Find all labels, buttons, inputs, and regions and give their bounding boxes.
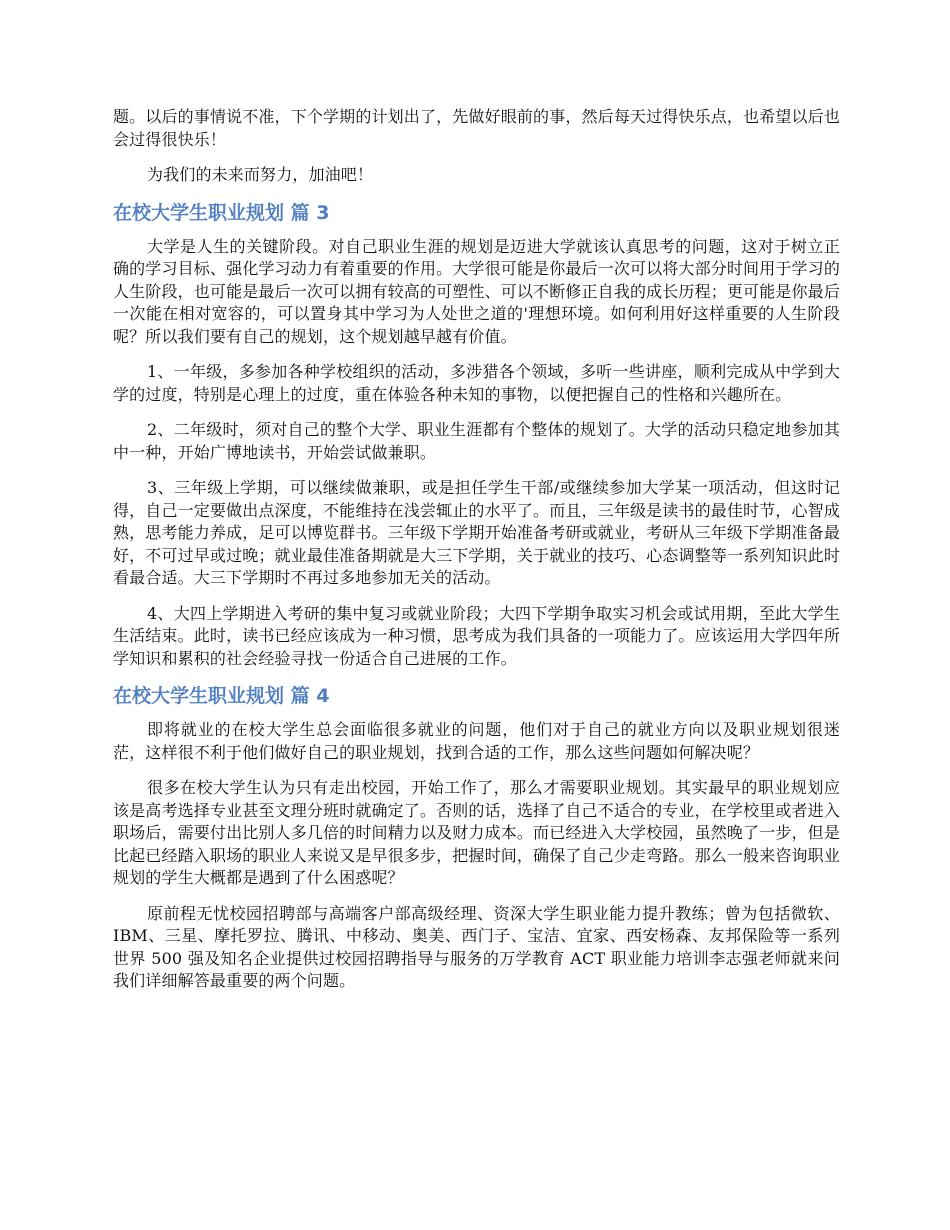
paragraph-continuation: 题。以后的事情说不准，下个学期的计划出了，先做好眼前的事，然后每天过得快乐点，也希望以后也会过得很快乐！	[113, 107, 840, 149]
section3-paragraph-2: 1、一年级，多参加各种学校组织的活动，多涉猎各个领域，多听一些讲座，顺利完成从中学到大学的过度，特别是心理上的过度，重在体验各种未知的事物，以便把握自己的性格和兴趣所在。	[113, 362, 840, 404]
section-heading-4: 在校大学生职业规划 篇 4	[113, 685, 330, 707]
document-page	[113, 106, 840, 1006]
section3-paragraph-4: 3、三年级上学期，可以继续做兼职，或是担任学生干部/或继续参加大学某一项活动，但这时记得，自己一定要做出点深度，不能维持在浅尝辄止的水平了。而且，三年级是读书的最佳时节，心智成熟，思考能力养成，足可以博览群书。三年级下学期开始准备考研或就业，考研从三年级下学期准备最好，不可过早或过晚；就业最佳准备期就是大三下学期，关于就业的技巧、心态调整等一系列知识此时看最合适。大三下学期时不再过多地参加无关的活动。	[113, 478, 840, 587]
section3-paragraph-5: 4、大四上学期进入考研的集中复习或就业阶段；大四下学期争取实习机会或试用期，至此大学生生活结束。此时，读书已经应该成为一种习惯，思考成为我们具备的一项能力了。应该运用大学四年所学知识和累积的社会经验寻找一份适合自己进展的工作。	[113, 603, 840, 668]
paragraph-cheer: 为我们的未来而努力，加油吧！	[147, 165, 374, 184]
section4-paragraph-1: 即将就业的在校大学生总会面临很多就业的问题，他们对于自己的就业方向以及职业规划很迷茫，这样很不利于他们做好自己的职业规划，找到合适的工作，那么这些问题如何解决呢？	[113, 720, 840, 762]
section3-paragraph-3: 2、二年级时，须对自己的整个大学、职业生涯都有个整体的规划了。大学的活动只稳定地参加其中一种，开始广博地读书，开始尝试做兼职。	[113, 420, 840, 462]
section4-paragraph-3: 原前程无忧校园招聘部与高端客户部高级经理、资深大学生职业能力提升教练；曾为包括微软、IBM、三星、摩托罗拉、腾讯、中移动、奥美、西门子、宝洁、宜家、西安杨森、友邦保险等一系列世界 500 强及知名企业提供过校园招聘指导与服务的万学教育 ACT 职业能力培训李志强老师就来问我们详细解答最重要的两个问题。	[113, 903, 840, 990]
section3-paragraph-1: 大学是人生的关键阶段。对自己职业生涯的规划是迈进大学就该认真思考的问题，这对于树立正确的学习目标、强化学习动力有着重要的作用。大学很可能是你最后一次可以将大部分时间用于学习的人生阶段，也可能是最后一次可以拥有较高的可塑性、可以不断修正自我的成长历程；更可能是你最后一次能在相对宽容的，可以置身其中学习为人处世之道的'理想环境。如何利用好这样重要的人生阶段呢？所以我们要有自己的规划，这个规划越早越有价值。	[113, 236, 840, 346]
section-heading-3: 在校大学生职业规划 篇 3	[113, 201, 330, 224]
section4-paragraph-2: 很多在校大学生认为只有走出校园，开始工作了，那么才需要职业规划。其实最早的职业规划应该是高考选择专业甚至文理分班时就确定了。否则的话，选择了自己不适合的专业，在学校里或者进入职场后，需要付出比别人多几倍的时间精力以及财力成本。而已经进入大学校园，虽然晚了一步，但是比起已经踏入职场的职业人来说又是早很多步，把握时间，确保了自己少走弯路。那么一般来咨询职业规划的学生大概都是遇到了什么困惑呢？	[113, 778, 840, 887]
